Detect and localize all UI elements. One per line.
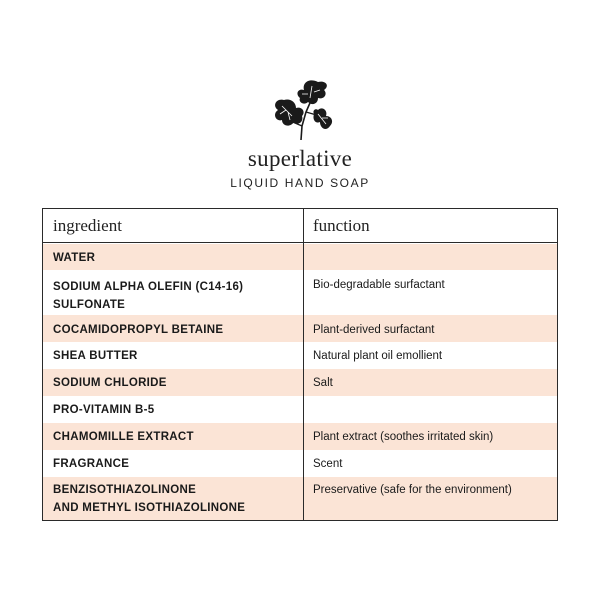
ingredient-cell: PRO-VITAMIN B-5 — [53, 404, 155, 416]
ingredient-cell: SODIUM ALPHA OLEFIN (C14-16) SULFONATE — [53, 281, 244, 311]
function-cell: Salt — [313, 377, 333, 389]
function-cell: Preservative (safe for the environment) — [313, 484, 512, 496]
brand-name: superlative — [247, 146, 353, 171]
product-subtitle: LIQUID HAND SOAP — [230, 176, 370, 190]
ingredient-cell: WATER — [53, 252, 96, 264]
ingredient-cell: FRAGRANCE — [53, 458, 130, 470]
ingredient-cell: BENZISOTHIAZOLINONE AND METHYL ISOTHIAZOLINONE — [53, 484, 246, 514]
table-row — [43, 450, 557, 477]
fig-leaf-icon — [268, 76, 334, 142]
function-cell: Bio-degradable surfactant — [313, 279, 445, 291]
table-row — [43, 315, 557, 342]
table-row — [43, 270, 557, 315]
function-cell: Scent — [313, 458, 343, 470]
function-cell: Plant extract (soothes irritated skin) — [313, 431, 494, 443]
ingredient-cell: COCAMIDOPROPYL BETAINE — [53, 324, 224, 336]
table-row — [43, 396, 557, 423]
column-divider — [303, 209, 304, 520]
table-header-row — [43, 209, 557, 243]
ingredient-cell: SHEA BUTTER — [53, 350, 138, 362]
ingredient-table — [42, 208, 558, 521]
function-cell: Natural plant oil emollient — [313, 350, 443, 362]
table-row — [43, 369, 557, 396]
ingredient-cell: SODIUM CHLORIDE — [53, 377, 167, 389]
function-cell: Plant-derived surfactant — [313, 324, 435, 336]
header-function: function — [313, 216, 370, 235]
ingredient-cell: CHAMOMILLE EXTRACT — [53, 431, 194, 443]
table-row — [43, 423, 557, 450]
table-row — [43, 342, 557, 369]
table-row — [43, 477, 557, 520]
header-ingredient: ingredient — [53, 216, 122, 235]
table-row — [43, 244, 557, 270]
